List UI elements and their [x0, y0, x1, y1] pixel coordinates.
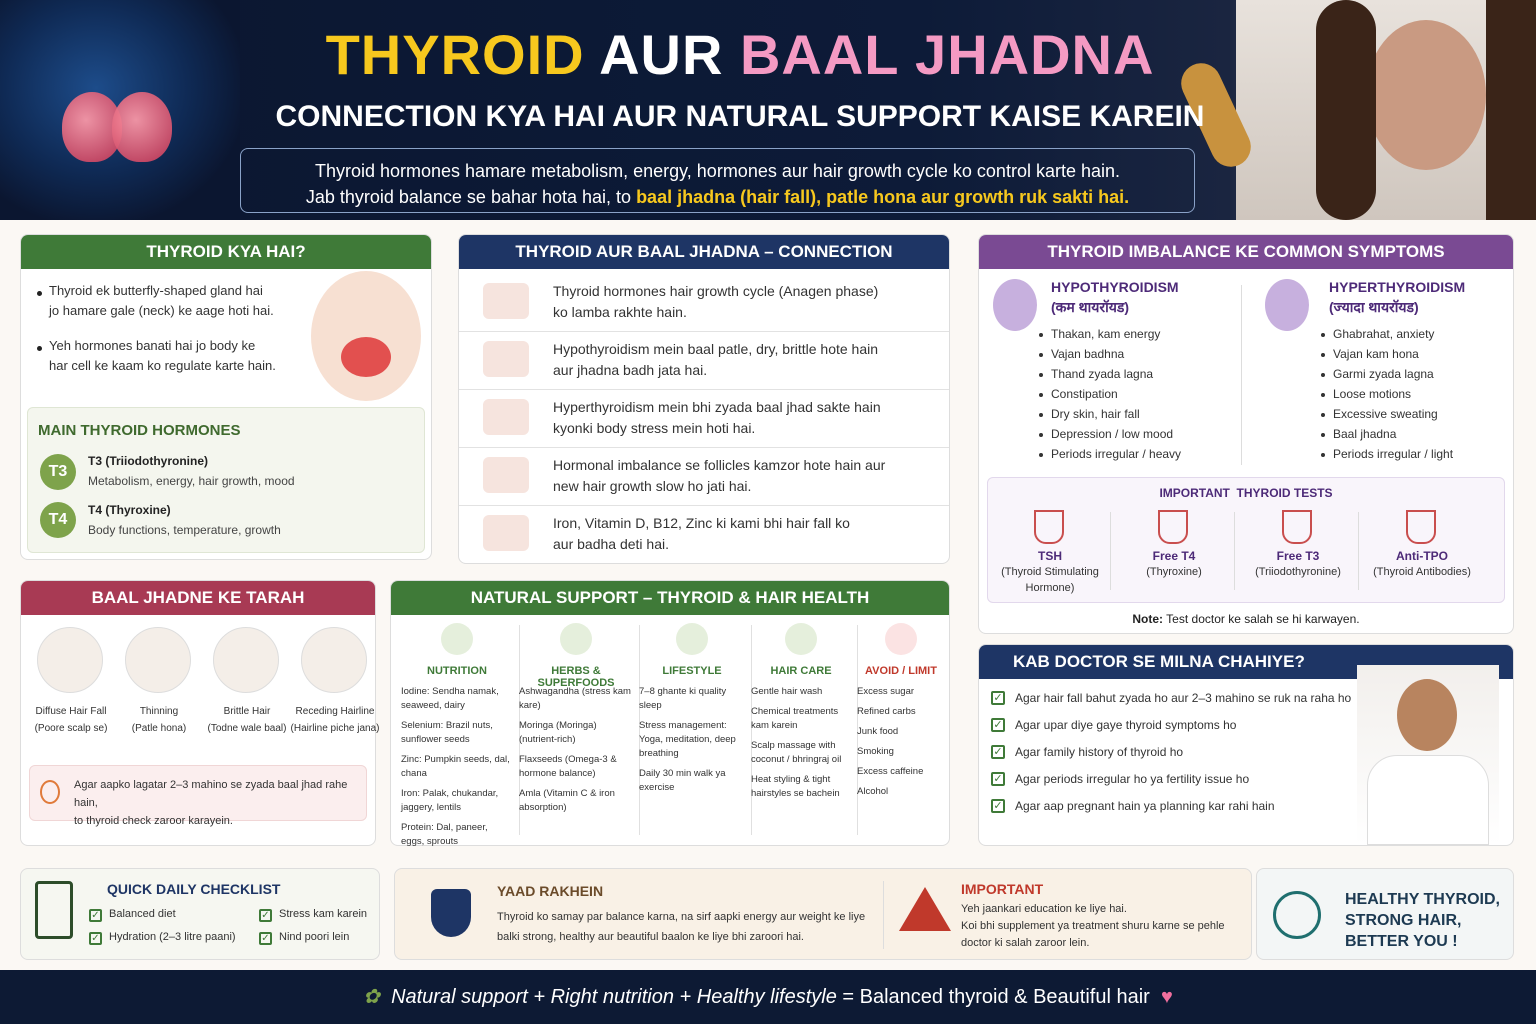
- symptom-item: Periods irregular / light: [1333, 447, 1454, 461]
- hair-type-item: Receding Hairline (Hairline piche jana): [290, 706, 380, 734]
- test-item: Free T4 (Thyroxine): [1146, 549, 1202, 578]
- doctor-photo: [1357, 665, 1499, 845]
- natural-item: Stress management: Yoga, meditation, deep breathing: [639, 720, 736, 759]
- lightbulb-icon: [40, 780, 60, 804]
- connection-row-icon: [483, 457, 529, 493]
- checklist-item: Stress kam karein: [279, 908, 368, 920]
- connection-row: Iron, Vitamin D, B12, Zinc ki kami bhi hair fall ko aur badha deti hai.: [553, 515, 850, 552]
- natural-item: Smoking: [857, 746, 894, 757]
- checklist-item: Balanced diet: [109, 908, 176, 920]
- symptom-item: Vajan badhna: [1051, 347, 1125, 361]
- test-item: Anti-TPO (Thyroid Antibodies): [1373, 549, 1471, 578]
- woman-with-hairbrush-photo: [1236, 0, 1536, 220]
- check-icon: ✓: [991, 718, 1005, 732]
- hair-follicle-icon: [1273, 891, 1321, 939]
- daily-checklist-card: QUICK DAILY CHECKLIST ✓ Balanced diet ✓ Stress kam karein ✓ Hydration (2–3 litre paani) ✓ Nind poori lein: [20, 868, 380, 960]
- natural-col-icon: [560, 623, 592, 655]
- doctor-card: [978, 644, 1514, 846]
- natural-support-title: NATURAL SUPPORT – THYROID & HAIR HEALTH: [391, 581, 949, 615]
- test-tube-icon: [1158, 510, 1188, 544]
- symptom-item: Thand zyada lagna: [1051, 367, 1154, 381]
- t3-badge: T3: [40, 454, 76, 490]
- tests-box: IMPORTANT THYROID TESTS TSH (Thyroid Stimulating Hormone) Free T4 (Thyroxine) Free T3 (Triiodothyronine) Anti-TPO (Thyroid Antibodies): [987, 477, 1505, 603]
- natural-item: Ashwagandha (stress kam kare): [519, 686, 631, 711]
- natural-item: Selenium: Brazil nuts, sunflower seeds: [401, 720, 493, 745]
- natural-item: Refined carbs: [857, 706, 916, 717]
- hair-shape-right: [1486, 0, 1536, 220]
- hair-type-item: Diffuse Hair Fall (Poore scalp se): [34, 706, 108, 734]
- hair-type-item: Thinning (Patle hona): [131, 706, 187, 734]
- thyroid-lobe-right: [112, 92, 172, 162]
- symptom-item: Dry skin, hair fall: [1051, 407, 1140, 421]
- thyroid-gland-icon: [341, 337, 391, 377]
- natural-item: Gentle hair wash: [751, 686, 823, 697]
- test-tube-icon: [1282, 510, 1312, 544]
- natural-col-list: [857, 685, 945, 805]
- intro-box: Thyroid hormones hamare metabolism, energy, hormones aur hair growth cycle ko control karte hain. Jab thyroid balance se bahar hota hai, to baal jhadna (hair fall), patle hona aur growth ruk sakti hai.: [240, 148, 1195, 213]
- doctor-title: KAB DOCTOR SE MILNA CHAHIYE?: [979, 645, 1513, 679]
- hair-type-icon: [213, 627, 279, 693]
- natural-col-icon: [441, 623, 473, 655]
- hair-shape: [1316, 0, 1376, 220]
- face-shape: [1366, 20, 1486, 170]
- natural-item: Moringa (Moringa) (nutrient-rich): [519, 720, 597, 745]
- warning-icon: [899, 887, 951, 931]
- natural-col-heading: HERBS & SUPERFOODS: [537, 665, 615, 689]
- natural-item: Iodine: Sendha namak, seaweed, dairy: [401, 686, 499, 711]
- doctor-item: Agar family history of thyroid ho: [1015, 745, 1184, 759]
- connection-card: [458, 234, 950, 564]
- natural-item: 7–8 ghante ki quality sleep: [639, 686, 727, 711]
- symptom-item: Constipation: [1051, 387, 1118, 401]
- symptoms-title: THYROID IMBALANCE KE COMMON SYMPTOMS: [979, 235, 1513, 269]
- natural-col-icon: [785, 623, 817, 655]
- page-subtitle: CONNECTION KYA HAI AUR NATURAL SUPPORT KAISE KAREIN: [275, 100, 1205, 133]
- t4-badge: T4: [40, 502, 76, 538]
- checklist-item: Nind poori lein: [279, 931, 350, 943]
- test-tube-icon: [1034, 510, 1064, 544]
- checklist-item: Hydration (2–3 litre paani): [109, 931, 236, 943]
- natural-item: Daily 30 min walk ya exercise: [639, 768, 726, 793]
- natural-item: Alcohol: [857, 786, 889, 797]
- natural-item: Zinc: Pumpkin seeds, dal, chana: [401, 754, 510, 779]
- symptom-item: Loose motions: [1333, 387, 1412, 401]
- connection-title: THYROID AUR BAAL JHADNA – CONNECTION: [459, 235, 949, 269]
- hyper-woman-icon: [1265, 279, 1309, 331]
- natural-col-icon: [885, 623, 917, 655]
- natural-col-list: [519, 685, 633, 821]
- natural-col-icon: [676, 623, 708, 655]
- shield-icon: [431, 889, 471, 937]
- doctor-coat: [1367, 755, 1489, 845]
- natural-item: Scalp massage with coconut / bhringraj oil: [751, 740, 842, 765]
- natural-col-list: [401, 685, 513, 855]
- check-icon: ✓: [89, 909, 102, 922]
- connection-row: Hyperthyroidism mein bhi zyada baal jhad sakte hain kyonki body stress mein hoti hai.: [553, 399, 881, 436]
- doctor-item: Agar upar diye gaye thyroid symptoms ho: [1015, 718, 1237, 732]
- symptom-item: Vajan kam hona: [1333, 347, 1419, 361]
- symptoms-card: THYROID IMBALANCE KE COMMON SYMPTOMS HYPOTHYROIDISM (कम थायरॉयड) Thakan, kam energy Vajan badhna Thand zyada lagna Constipation Dry skin, hair fall Depression / low mood Periods irregular / heavy HYPERTHYROIDISM (ज्यादा थायरॉयड) Ghabrahat, anxiety Vajan kam hona Garmi zyada lagna Loose motions Excessive sweating Baal jhadna Periods irregular / light IMPORTANT THYROID TESTS TSH (Thyroid Stimulating Hormone) Free T4 (Thyroxine) Free T3 (Triiodothyronine) Anti-TPO (Thyroid Antibodies) Note: Test doctor ke salah se hi karwayen.: [978, 234, 1514, 634]
- doctor-face: [1397, 679, 1457, 751]
- hair-type-icon: [125, 627, 191, 693]
- header-banner: [0, 0, 1536, 220]
- connection-row: Hypothyroidism mein baal patle, dry, brittle hote hain aur jhadna badh jata hai.: [553, 341, 879, 378]
- tests-note: Note: Test doctor ke salah se hi karwayen.: [1132, 612, 1360, 626]
- natural-item: Junk food: [857, 726, 899, 737]
- natural-col-list: [639, 685, 745, 801]
- test-item: Free T3 (Triiodothyronine): [1255, 549, 1341, 578]
- natural-item: Excess caffeine: [857, 766, 924, 777]
- symptom-item: Periods irregular / heavy: [1051, 447, 1182, 461]
- natural-item: Flaxseeds (Omega-3 & hormone balance): [519, 754, 617, 779]
- connection-row-icon: [483, 341, 529, 377]
- connection-row-icon: [483, 515, 529, 551]
- natural-col-heading: LIFESTYLE: [662, 665, 722, 677]
- natural-col-heading: AVOID / LIMIT: [865, 665, 937, 677]
- heart-icon: ♥: [1160, 986, 1173, 1008]
- symptom-item: Baal jhadna: [1333, 427, 1397, 441]
- check-icon: ✓: [991, 691, 1005, 705]
- neck-gland-illustration: [311, 271, 421, 401]
- hair-fall-tip: Agar aapko lagatar 2–3 mahino se zyada baal jhad rahe hain, to thyroid check zaroor karayein.: [29, 765, 367, 821]
- connection-row: Hormonal imbalance se follicles kamzor hote hain aur new hair growth slow ho jati hai.: [553, 457, 886, 494]
- check-icon: ✓: [991, 745, 1005, 759]
- natural-item: Heat styling & tight hairstyles se bachein: [751, 774, 840, 799]
- test-item: TSH (Thyroid Stimulating Hormone): [1001, 549, 1099, 594]
- natural-item: Chemical treatments kam karein: [751, 706, 839, 731]
- slogan-card: HEALTHY THYROID, STRONG HAIR, BETTER YOU !: [1256, 868, 1514, 960]
- thyroid-neck-illustration: [0, 0, 240, 220]
- natural-item: Protein: Dal, paneer, eggs, sprouts: [401, 822, 488, 847]
- natural-item: Excess sugar: [857, 686, 915, 697]
- hypo-woman-icon: [993, 279, 1037, 331]
- connection-row-icon: [483, 283, 529, 319]
- natural-item: Amla (Vitamin C & iron absorption): [519, 788, 615, 813]
- check-icon: ✓: [89, 932, 102, 945]
- natural-col-heading: HAIR CARE: [770, 665, 832, 677]
- connection-row-icon: [483, 399, 529, 435]
- hair-type-icon: [37, 627, 103, 693]
- hair-fall-types-title: BAAL JHADNE KE TARAH: [21, 581, 375, 615]
- what-is-thyroid-title: THYROID KYA HAI?: [21, 235, 431, 269]
- doctor-item: Agar hair fall bahut zyada ho aur 2–3 mahino se ruk na raha ho: [1015, 691, 1352, 705]
- doctor-item: Agar aap pregnant hain ya planning kar rahi hain: [1015, 799, 1275, 813]
- check-icon: ✓: [991, 772, 1005, 786]
- hormones-box: MAIN THYROID HORMONES T3 T3 (Triiodothyronine) Metabolism, energy, hair growth, mood T4 T4 (Thyroxine) Body functions, temperature, growth: [27, 407, 425, 553]
- check-icon: ✓: [991, 799, 1005, 813]
- footer-banner: ✿ Natural support + Right nutrition + Healthy lifestyle = Balanced thyroid & Beautiful hair ♥: [0, 970, 1536, 1024]
- natural-col-heading: NUTRITION: [427, 665, 487, 677]
- doctor-item: Agar periods irregular ho ya fertility issue ho: [1015, 772, 1250, 786]
- hair-fall-types-card: [20, 580, 380, 846]
- symptom-item: Depression / low mood: [1051, 427, 1174, 441]
- connection-row: Thyroid hormones hair growth cycle (Anagen phase) ko lamba rakhte hain.: [553, 283, 879, 320]
- page-title: THYROID AUR BAAL JHADNA: [325, 23, 1155, 86]
- symptom-item: Excessive sweating: [1333, 407, 1438, 421]
- natural-col-list: [751, 685, 851, 807]
- what-is-thyroid-card: THYROID KYA HAI? Thyroid ek butterfly-shaped gland hai jo hamare gale (neck) ke aage hoti hai. Yeh hormones banati hai jo body ke har cell ke kaam ko regulate karte hain. MAIN THYROID HORMONES T3 T3 (Triiodothyronine) Metabolism, energy, hair growth, mood T4 T4 (Thyroxine) Body functions, temperature, growth: [20, 234, 432, 560]
- symptom-item: Thakan, kam energy: [1051, 327, 1161, 341]
- natural-item: Iron: Palak, chukandar, jaggery, lentils: [401, 788, 499, 813]
- symptom-item: Ghabrahat, anxiety: [1333, 327, 1435, 341]
- symptom-item: Garmi zyada lagna: [1333, 367, 1434, 381]
- test-tube-icon: [1406, 510, 1436, 544]
- check-icon: ✓: [259, 909, 272, 922]
- natural-support-card: [390, 580, 950, 846]
- remember-important-strip: YAAD RAKHEIN Thyroid ko samay par balance karna, na sirf aapki energy aur weight ke liye balki strong, healthy aur beautiful baalon ke liye bhi zaroori hai. IMPORTANT Yeh jaankari education ke liye hai. Koi bhi supplement ya treatment shuru karne se pehle doctor ki salah zaroor lein.: [394, 868, 1252, 960]
- clipboard-icon: [35, 881, 73, 939]
- hair-type-icon: [301, 627, 367, 693]
- hair-type-item: Brittle Hair (Todne wale baal): [207, 706, 287, 734]
- check-icon: ✓: [259, 932, 272, 945]
